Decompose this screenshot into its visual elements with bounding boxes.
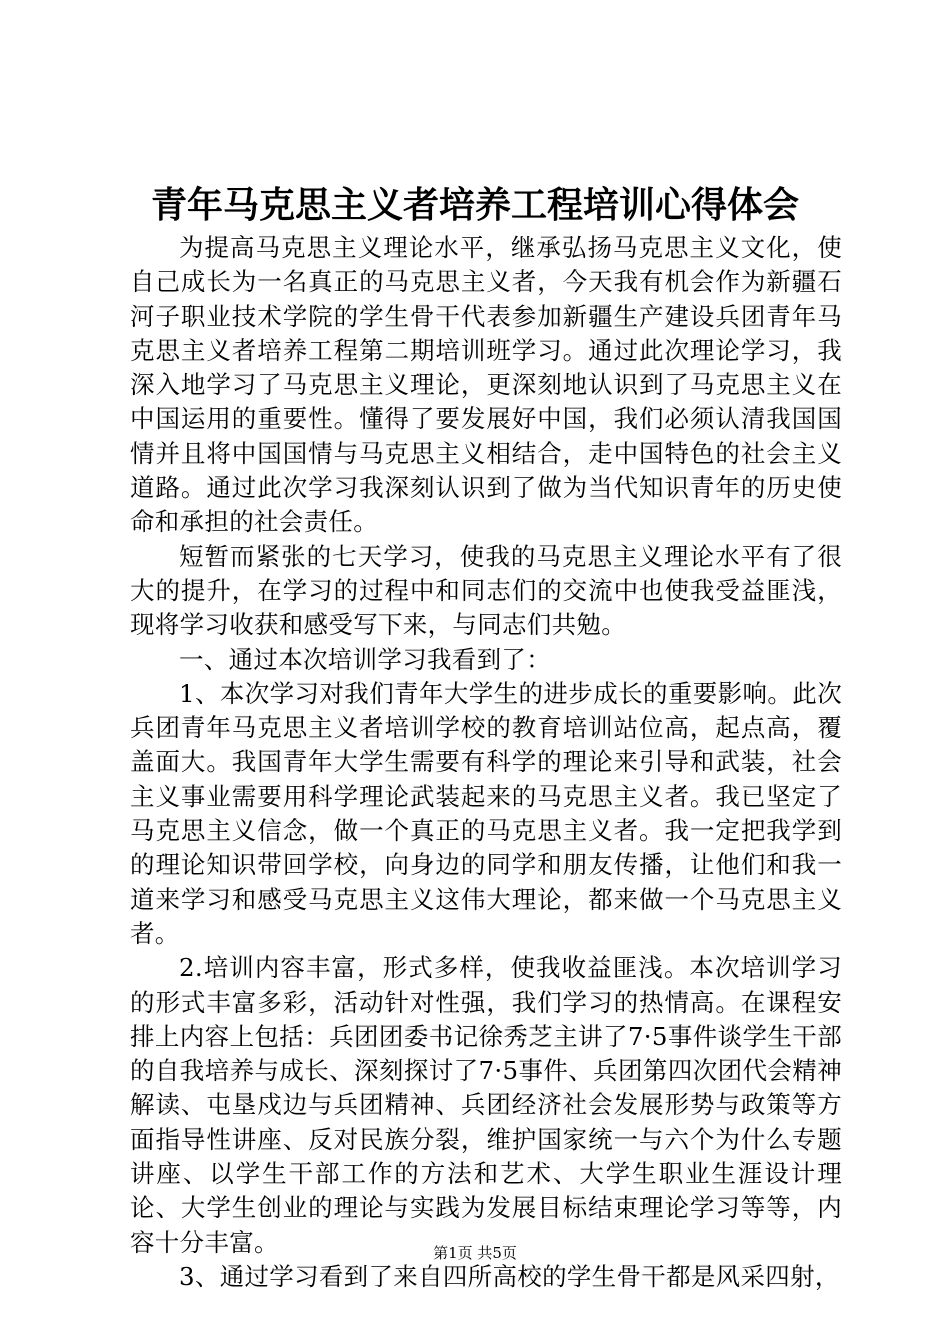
body-paragraph: 3、通过学习看到了来自四所高校的学生骨干都是风采四射，: [179, 1261, 840, 1291]
body-paragraph: 1、本次学习对我们青年大学生的进步成长的重要影响。此次兵团青年马克思主义者培训学校的教育培训站位高，起点高，覆盖面大。我国青年大学生需要有科学的理论来引导和武装，社会主义事业需要用科学理论武装起来的马克思主义者。我已坚定了马克思主义信念，做一个真正的马克思主义者。我一定把我学到的理论知识带回学校，向身边的同学和朋友传播，让他们和我一道来学习和感受马克思主义这伟大理论，都来做一个马克思主义者。: [130, 678, 842, 948]
page-number-footer: 第1页 共5页: [433, 1244, 517, 1262]
body-paragraph: 2.培训内容丰富，形式多样，使我收益匪浅。本次培训学习的形式丰富多彩，活动针对性强，我们学习的热情高。在课程安排上内容上包括：兵团团委书记徐秀芝主讲了7·5事件谈学生干部的自我培养与成长、深刻探讨了7·5事件、兵团第四次团代会精神解读、屯垦戍边与兵团精神、兵团经济社会发展形势与政策等方面指导性讲座、反对民族分裂，维护国家统一与六个为什么专题讲座、以学生干部工作的方法和艺术、大学生职业生涯设计理论、大学生创业的理论与实践为发展目标结束理论学习等等，内容十分丰富。: [130, 953, 842, 1257]
document-body: [130, 231, 842, 1294]
section-heading: 一、通过本次培训学习我看到了：: [179, 644, 551, 674]
document-title: 青年马克思主义者培养工程培训心得体会: [150, 184, 799, 226]
body-paragraph: 短暂而紧张的七天学习，使我的马克思主义理论水平有了很大的提升，在学习的过程中和同志们的交流中也使我受益匪浅，现将学习收获和感受写下来，与同志们共勉。: [130, 541, 842, 640]
body-paragraph: 为提高马克思主义理论水平，继承弘扬马克思主义文化，使自己成长为一名真正的马克思主义者，今天我有机会作为新疆石河子职业技术学院的学生骨干代表参加新疆生产建设兵团青年马克思主义者培养工程第二期培训班学习。通过此次理论学习，我深入地学习了马克思主义理论，更深刻地认识到了马克思主义在中国运用的重要性。懂得了要发展好中国，我们必须认清我国国情并且将中国国情与马克思主义相结合，走中国特色的社会主义道路。通过此次学习我深刻认识到了做为当代知识青年的历史使命和承担的社会责任。: [130, 233, 842, 537]
